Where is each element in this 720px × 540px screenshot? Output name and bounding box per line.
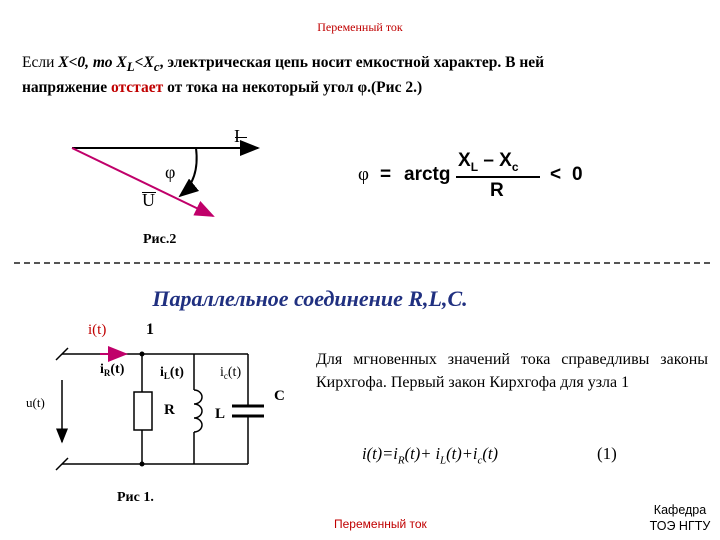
label-voltage: U xyxy=(142,190,155,210)
section-title: Параллельное соединение R,L,C. xyxy=(152,286,468,311)
intro-text-2: , электрическая цепь носит емкостной характер. В ней xyxy=(159,54,545,71)
intro-text-3: напряжение xyxy=(22,79,111,97)
phasor-diagram xyxy=(0,120,300,230)
intro-paragraph xyxy=(22,52,672,98)
intro-text-4: от тока на некоторый угол φ.(Рис 2.) xyxy=(163,79,423,97)
label-C: C xyxy=(274,388,285,404)
label-L: L xyxy=(215,406,226,422)
footer-line-1: Кафедра xyxy=(653,503,707,517)
label-R: R xyxy=(164,402,175,418)
footer-department xyxy=(640,502,720,534)
header-title: Переменный ток xyxy=(317,20,403,34)
node-1 xyxy=(140,352,145,357)
intro-highlight: отстает xyxy=(110,79,164,97)
label-node-1: 1 xyxy=(146,321,154,338)
kirchhoff-equation: $i(t)=i_R(t)+ i_L(t)+i_c(t)$ xyxy=(362,444,498,467)
intro-text-1: Если xyxy=(22,54,59,71)
node-bottom xyxy=(140,462,145,467)
label-ut: u(t) xyxy=(26,395,45,410)
angle-arc xyxy=(180,148,197,196)
fig1-caption: Рис 1. xyxy=(117,490,154,505)
circuit-diagram xyxy=(20,310,310,490)
label-current: I xyxy=(234,126,240,146)
label-it: i(t) xyxy=(88,322,107,338)
section-divider xyxy=(14,262,710,264)
intro-condition: X<0, то $X_L<X_c$ xyxy=(58,54,160,75)
body-text: Для мгновенных значений тока справедливы законы Кирхгофа. Первый закон Кирхгофа для узла 1 xyxy=(316,351,708,391)
resistor-R xyxy=(134,392,152,430)
footer-title: Переменный ток xyxy=(334,517,427,531)
overbar-I xyxy=(235,137,247,138)
label-phi: φ xyxy=(165,162,176,182)
overbar-U xyxy=(142,192,156,193)
label-iR: $i_R(t)$ xyxy=(100,362,125,378)
fig2-caption: Рис.2 xyxy=(143,232,177,247)
inductor-L xyxy=(194,390,202,432)
label-ic: $i_c(t)$ xyxy=(220,365,242,381)
phase-formula: φ = arctg $X_L - X_c$ R < 0 xyxy=(358,150,583,201)
footer-line-2: ТОЭ НГТУ xyxy=(649,519,711,533)
label-iL: $i_L(t)$ xyxy=(160,365,184,381)
equation-number: (1) xyxy=(597,444,617,463)
